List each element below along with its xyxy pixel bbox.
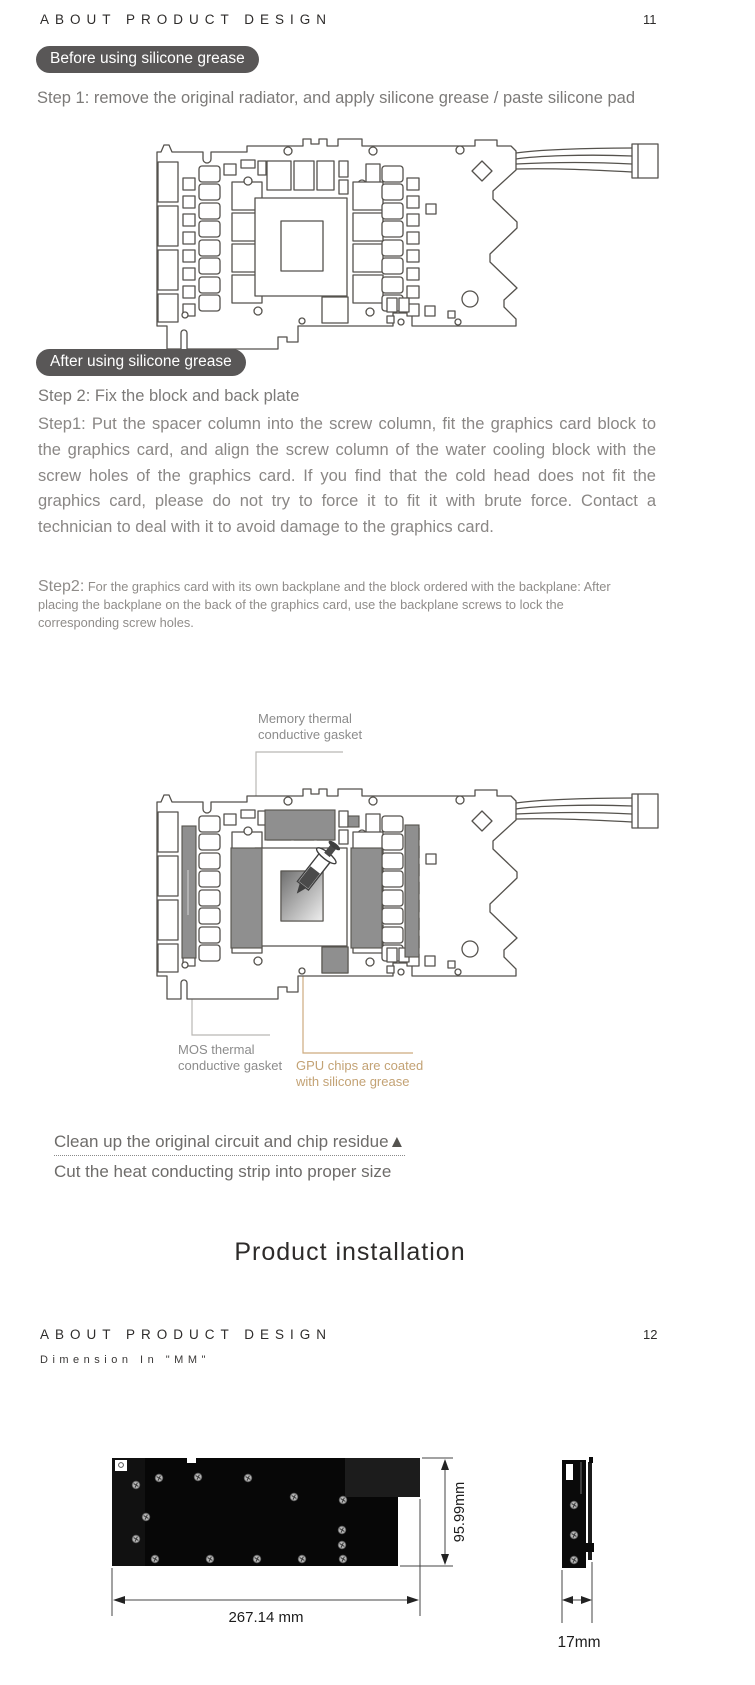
step2-paragraph xyxy=(38,578,642,632)
page12-page-number: 12 xyxy=(643,1327,658,1342)
gasket-right-flank xyxy=(351,848,382,948)
thickness-dimension-lines xyxy=(562,1562,592,1623)
side-silhouette xyxy=(562,1460,586,1568)
mos-thermal-gasket-left xyxy=(182,826,196,958)
cable-connector xyxy=(632,144,658,178)
block-side-view xyxy=(500,1448,625,1658)
height-dimension-value: 95.99mm xyxy=(452,1481,468,1543)
triangle-marker: ▲ xyxy=(388,1132,406,1151)
dimension-subtitle: Dimension In "MM" xyxy=(40,1354,210,1366)
page12-header-title: ABOUT PRODUCT DESIGN xyxy=(40,1327,333,1342)
badge-before-grease xyxy=(36,46,259,73)
power-cable xyxy=(516,144,658,178)
pcb-diagram-before xyxy=(135,120,665,360)
block-top-view xyxy=(95,1448,475,1633)
step2-label: Step2: xyxy=(38,578,85,595)
pcb-diagram-after xyxy=(135,770,665,1010)
memory-chips xyxy=(267,161,334,190)
memory-gasket-label: Memory thermal conductive gasket xyxy=(258,711,363,742)
step1-instruction: Step 1: remove the original radiator, and apply silicone grease / paste silicone pad xyxy=(37,89,636,107)
cut-strip-note: Cut the heat conducting strip into proper size xyxy=(54,1162,392,1181)
step2-text: For the graphics card with its own backplane and the block ordered with the backplane: After placing the backplane on the back of the graphics card, use the backplane screws to lock the corresponding screw holes. xyxy=(38,579,611,630)
badge-after-grease xyxy=(36,349,246,376)
mos-gasket-label: MOS thermal conductive gasket xyxy=(178,1042,283,1073)
width-dimension-value: 267.14 mm xyxy=(228,1609,304,1626)
clean-residue-note: Clean up the original circuit and chip residue▲ xyxy=(54,1132,405,1156)
gpu-die xyxy=(281,221,323,271)
gpu-grease-label: GPU chips are coated with silicone grease xyxy=(296,1058,424,1089)
page11-page-number: 11 xyxy=(643,12,657,27)
step2-heading: Step 2: Fix the block and back plate xyxy=(38,387,300,405)
badge-after-grease-label: After using silicone grease xyxy=(36,349,246,376)
step1-paragraph: Step1: Put the spacer column into the screw column, fit the graphics card block to the graphics card, and align the screw column of the water cooling block with the screw holes of the graphics card. If you find that the cold head does not fit the graphics card, please do not try to force it to fit it with brute force. Contact a technician to deal with it to avoid damage to the graphics card. xyxy=(38,415,656,537)
thickness-dimension-value: 17mm xyxy=(557,1634,601,1651)
gasket-small-square xyxy=(348,816,359,827)
gasket-bottom-square xyxy=(322,947,348,973)
gasket-left-flank xyxy=(231,848,262,948)
memory-thermal-gasket xyxy=(265,810,335,840)
badge-before-grease-label: Before using silicone grease xyxy=(36,46,259,73)
gasket-right-bar xyxy=(405,825,419,957)
page11-header-title: ABOUT PRODUCT DESIGN xyxy=(40,12,333,27)
section-title: Product installation xyxy=(234,1238,466,1266)
